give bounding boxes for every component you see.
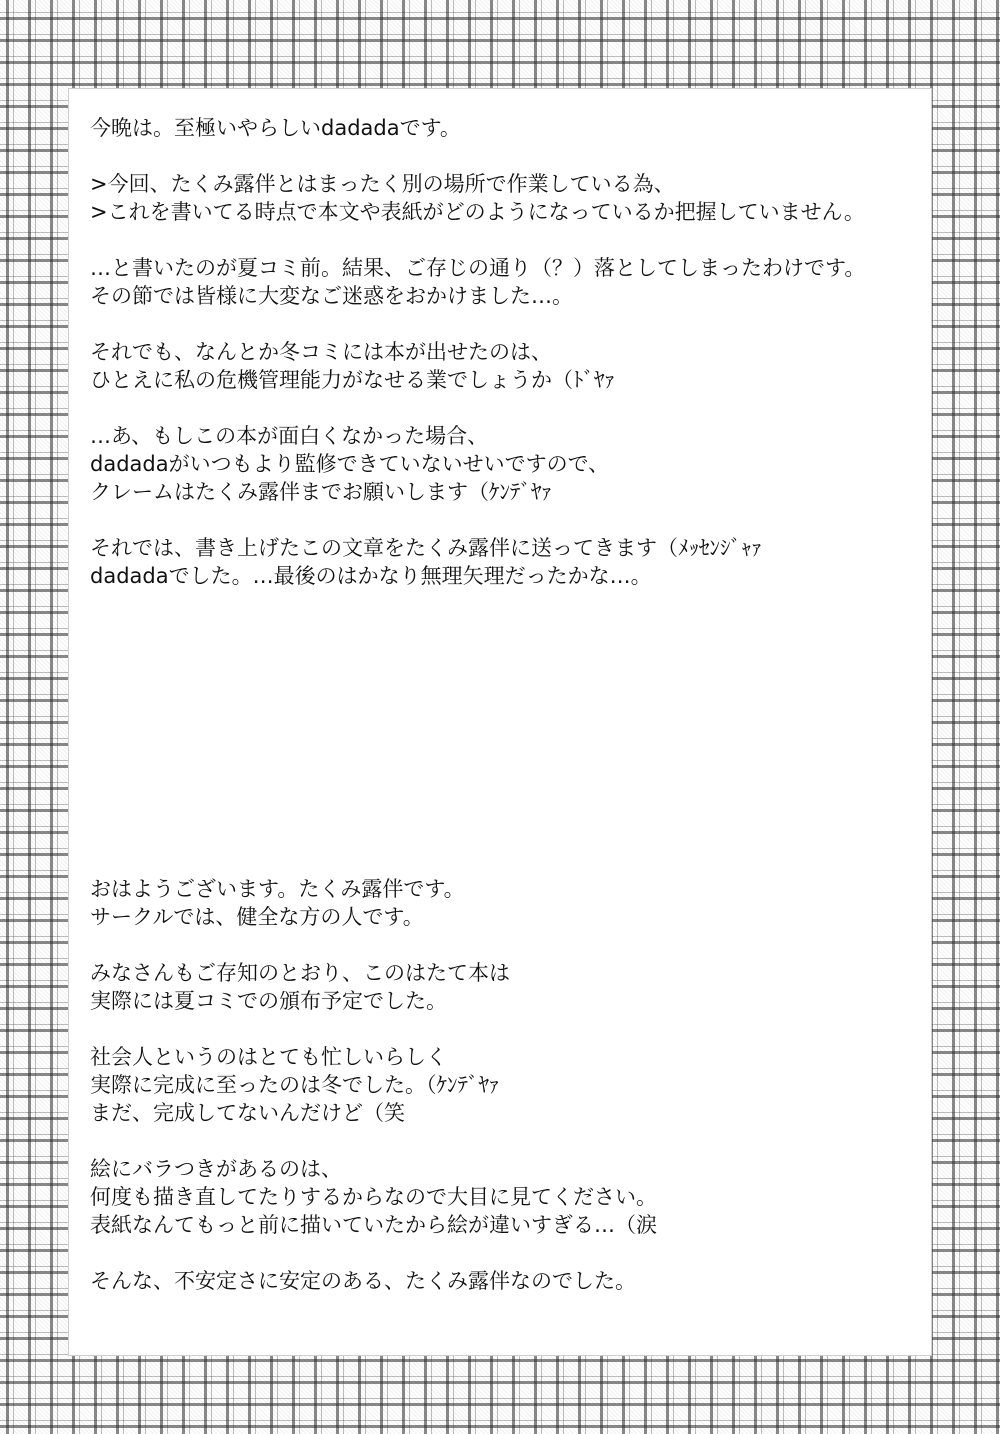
text-line: それでも、なんとか冬コミには本が出せたのは、 bbox=[90, 340, 552, 364]
paragraph bbox=[90, 254, 920, 310]
text-line: >これを書いてる時点で本文や表紙がどのようになっているか把握していません。 bbox=[90, 200, 865, 224]
paragraph bbox=[90, 959, 920, 1015]
paragraph bbox=[90, 1155, 920, 1239]
text-line: ひとえに私の危機管理能力がなせる業でしょうか（ﾄﾞﾔｧ bbox=[90, 368, 615, 392]
text-line: dadadaがいつもより監修できていないせいですので、 bbox=[90, 452, 610, 476]
paragraph bbox=[90, 875, 920, 931]
text-line: 社会人というのはとても忙しいらしく bbox=[90, 1045, 447, 1069]
text-line: dadadaでした。…最後のはかなり無理矢理だったかな…。 bbox=[90, 564, 652, 588]
afterword-panel bbox=[68, 88, 932, 1356]
takumi-rohan-afterword bbox=[90, 875, 920, 1323]
paragraph bbox=[90, 534, 920, 590]
text-line: 今晩は。至極いやらしいdadadaです。 bbox=[90, 116, 461, 140]
text-line: 実際に完成に至ったのは冬でした。（ｹﾝﾃﾞﾔｧ bbox=[90, 1073, 500, 1097]
text-line: 何度も描き直してたりするからなので大目に見てください。 bbox=[90, 1185, 657, 1209]
text-line: >今回、たくみ露伴とはまったく別の場所で作業している為、 bbox=[90, 172, 675, 196]
text-line: みなさんもご存知のとおり、このはたて本は bbox=[90, 961, 510, 985]
text-line: その節では皆様に大変なご迷惑をおかけました…。 bbox=[90, 284, 573, 308]
dadada-afterword bbox=[90, 114, 920, 618]
text-line: 絵にバラつきがあるのは、 bbox=[90, 1157, 342, 1181]
paragraph bbox=[90, 170, 920, 226]
text-line: それでは、書き上げたこの文章をたくみ露伴に送ってきます（ﾒｯｾﾝｼﾞｬｧ bbox=[90, 536, 762, 560]
text-line: クレームはたくみ露伴までお願いします（ｹﾝﾃﾞﾔｧ bbox=[90, 480, 552, 504]
text-line: まだ、完成してないんだけど（笑 bbox=[90, 1101, 405, 1125]
paragraph bbox=[90, 1043, 920, 1127]
paragraph bbox=[90, 114, 920, 142]
text-line: おはようございます。たくみ露伴です。 bbox=[90, 877, 465, 901]
paragraph bbox=[90, 422, 920, 506]
text-line: …あ、もしこの本が面白くなかった場合、 bbox=[90, 424, 489, 448]
text-line: …と書いたのが夏コミ前。結果、ご存じの通り（？）落としてしまったわけです。 bbox=[90, 256, 866, 280]
text-line: そんな、不安定さに安定のある、たくみ露伴なのでした。 bbox=[90, 1269, 636, 1293]
paragraph bbox=[90, 338, 920, 394]
text-line: 実際には夏コミでの頒布予定でした。 bbox=[90, 989, 447, 1013]
paragraph bbox=[90, 1267, 920, 1295]
text-line: サークルでは、健全な方の人です。 bbox=[90, 905, 424, 929]
text-line: 表紙なんてもっと前に描いていたから絵が違いすぎる…（涙 bbox=[90, 1213, 657, 1237]
